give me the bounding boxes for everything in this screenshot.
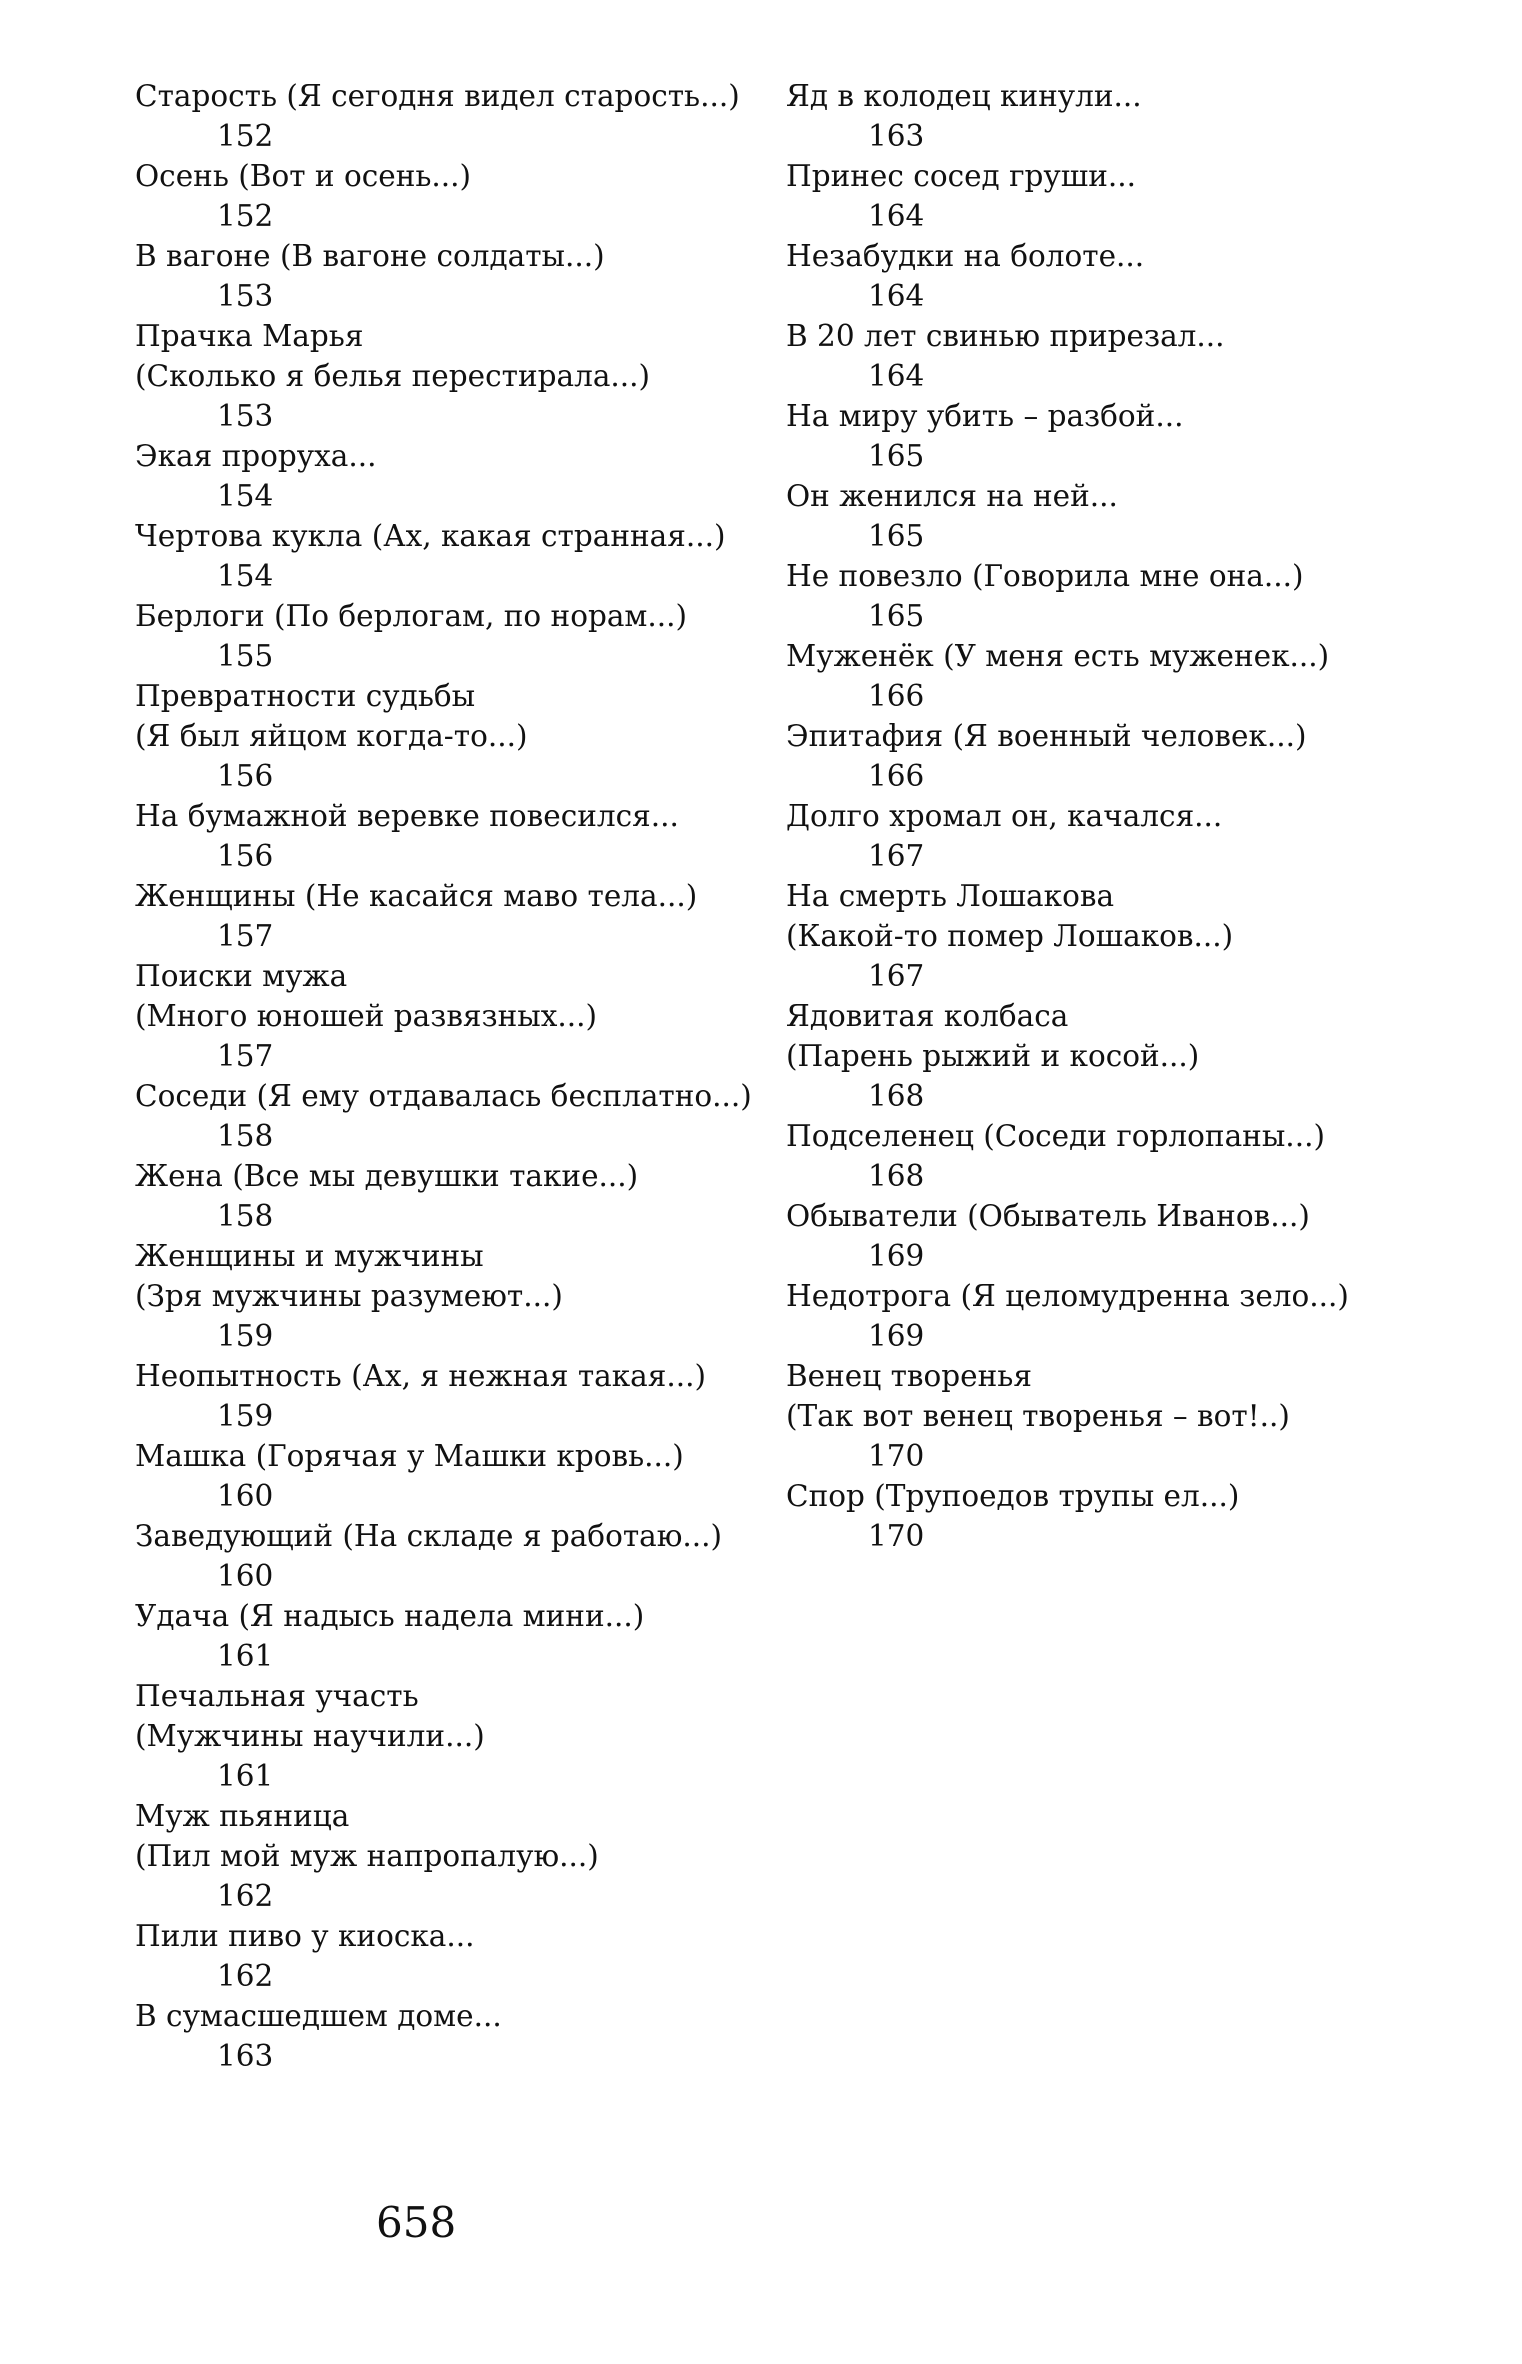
- toc-entry-title: Старость (Я сегодня видел старость...): [135, 79, 740, 113]
- toc-entry-title: Муж пьяница: [135, 1799, 350, 1833]
- toc-entry-page: 159: [217, 1399, 274, 1433]
- toc-entry: [135, 596, 775, 676]
- toc-entry: [786, 76, 1426, 156]
- toc-entry-title: Женщины (Не касайся маво тела...): [135, 879, 698, 913]
- toc-entry-page: 157: [217, 919, 274, 953]
- toc-entry-page: 154: [217, 479, 274, 513]
- toc-entry: [135, 1796, 775, 1916]
- toc-entry: [786, 1276, 1426, 1356]
- page-number: 658: [376, 2198, 457, 2247]
- toc-entry-page: 170: [868, 1439, 925, 1473]
- toc-entry: [786, 636, 1426, 716]
- toc-entry: [786, 1116, 1426, 1196]
- toc-entry: [135, 76, 775, 156]
- toc-entry-title: Машка (Горячая у Машки кровь...): [135, 1439, 684, 1473]
- toc-column-right: [786, 76, 1426, 1556]
- toc-entry: [786, 796, 1426, 876]
- toc-entry: [135, 1916, 775, 1996]
- toc-entry: [786, 476, 1426, 556]
- toc-entry-subtitle: (Зря мужчины разумеют...): [135, 1279, 563, 1313]
- toc-entry: [786, 1196, 1426, 1276]
- toc-entry-title: Экая проруха...: [135, 439, 377, 473]
- toc-entry: [135, 316, 775, 436]
- toc-entry-page: 154: [217, 559, 274, 593]
- toc-entry-page: 163: [868, 119, 925, 153]
- toc-entry-title: Прачка Марья: [135, 319, 364, 353]
- toc-entry-page: 167: [868, 959, 925, 993]
- toc-entry-title: Пили пиво у киоска...: [135, 1919, 475, 1953]
- toc-entry: [786, 716, 1426, 796]
- toc-entry-page: 155: [217, 639, 274, 673]
- toc-entry-subtitle: (Так вот венец творенья – вот!..): [786, 1399, 1290, 1433]
- toc-entry-page: 169: [868, 1239, 925, 1273]
- toc-entry: [135, 1356, 775, 1436]
- toc-entry-title: Берлоги (По берлогам, по норам...): [135, 599, 688, 633]
- toc-entry: [135, 1436, 775, 1516]
- toc-entry: [135, 1156, 775, 1236]
- toc-entry-title: Женщины и мужчины: [135, 1239, 484, 1273]
- toc-entry-title: Удача (Я надысь надела мини...): [135, 1599, 645, 1633]
- toc-entry-title: В вагоне (В вагоне солдаты...): [135, 239, 605, 273]
- toc-entry: [135, 236, 775, 316]
- toc-entry-page: 160: [217, 1479, 274, 1513]
- toc-entry-title: В сумасшедшем доме...: [135, 1999, 502, 2033]
- toc-entry-title: Принес сосед груши...: [786, 159, 1137, 193]
- toc-entry-title: В 20 лет свинью прирезал...: [786, 319, 1225, 353]
- toc-entry-title: Он женился на ней...: [786, 479, 1118, 513]
- toc-entry-page: 163: [217, 2039, 274, 2073]
- toc-entry: [135, 1596, 775, 1676]
- toc-entry-page: 162: [217, 1879, 274, 1913]
- toc-entry-title: Муженёк (У меня есть муженек...): [786, 639, 1330, 673]
- toc-entry: [135, 956, 775, 1076]
- toc-entry-title: На бумажной веревке повесился...: [135, 799, 679, 833]
- toc-entry-page: 168: [868, 1159, 925, 1193]
- toc-entry-title: Долго хромал он, качался...: [786, 799, 1223, 833]
- toc-entry-page: 164: [868, 359, 925, 393]
- toc-entry-subtitle: (Я был яйцом когда-то...): [135, 719, 528, 753]
- toc-entry-title: Соседи (Я ему отдавалась бесплатно...): [135, 1079, 752, 1113]
- toc-entry-subtitle: (Много юношей развязных...): [135, 999, 598, 1033]
- toc-entry-title: Превратности судьбы: [135, 679, 476, 713]
- toc-entry-page: 169: [868, 1319, 925, 1353]
- toc-entry-title: Яд в колодец кинули...: [786, 79, 1142, 113]
- toc-entry-page: 167: [868, 839, 925, 873]
- toc-entry-title: Чертова кукла (Ах, какая странная...): [135, 519, 726, 553]
- toc-entry-title: Недотрога (Я целомудренна зело...): [786, 1279, 1349, 1313]
- toc-entry-page: 159: [217, 1319, 274, 1353]
- toc-entry-page: 153: [217, 399, 274, 433]
- toc-entry-title: Ядовитая колбаса: [786, 999, 1069, 1033]
- toc-entry: [786, 236, 1426, 316]
- toc-entry-page: 165: [868, 599, 925, 633]
- toc-entry-subtitle: (Пил мой муж напропалую...): [135, 1839, 599, 1873]
- toc-entry-page: 157: [217, 1039, 274, 1073]
- toc-entry: [135, 436, 775, 516]
- toc-entry: [135, 1676, 775, 1796]
- toc-entry-page: 161: [217, 1759, 274, 1793]
- toc-entry: [786, 1476, 1426, 1556]
- toc-entry-page: 165: [868, 439, 925, 473]
- toc-entry: [786, 156, 1426, 236]
- toc-entry-title: Незабудки на болоте...: [786, 239, 1145, 273]
- toc-entry-subtitle: (Какой-то помер Лошаков...): [786, 919, 1234, 953]
- toc-entry-subtitle: (Мужчины научили...): [135, 1719, 485, 1753]
- toc-entry-subtitle: (Сколько я белья перестирала...): [135, 359, 651, 393]
- toc-entry-title: Не повезло (Говорила мне она...): [786, 559, 1304, 593]
- toc-entry-page: 160: [217, 1559, 274, 1593]
- toc-entry-page: 161: [217, 1639, 274, 1673]
- toc-entry-title: Печальная участь: [135, 1679, 419, 1713]
- toc-entry-subtitle: (Парень рыжий и косой...): [786, 1039, 1200, 1073]
- toc-entry-title: Подселенец (Соседи горлопаны...): [786, 1119, 1325, 1153]
- toc-entry-title: Поиски мужа: [135, 959, 348, 993]
- toc-entry-title: Эпитафия (Я военный человек...): [786, 719, 1307, 753]
- toc-entry-title: Жена (Все мы девушки такие...): [135, 1159, 639, 1193]
- toc-entry-page: 152: [217, 119, 274, 153]
- toc-entry-title: На смерть Лошакова: [786, 879, 1115, 913]
- toc-entry-page: 152: [217, 199, 274, 233]
- toc-entry-title: Осень (Вот и осень...): [135, 159, 472, 193]
- toc-entry-page: 162: [217, 1959, 274, 1993]
- toc-entry: [135, 1236, 775, 1356]
- toc-entry-page: 158: [217, 1119, 274, 1153]
- toc-entry-title: На миру убить – разбой...: [786, 399, 1184, 433]
- toc-entry-title: Спор (Трупоедов трупы ел...): [786, 1479, 1240, 1513]
- toc-entry: [786, 876, 1426, 996]
- toc-entry-page: 156: [217, 839, 274, 873]
- toc-column-left: [135, 76, 775, 2076]
- toc-entry-page: 168: [868, 1079, 925, 1113]
- toc-entry-page: 164: [868, 199, 925, 233]
- toc-entry: [786, 996, 1426, 1116]
- toc-entry: [786, 396, 1426, 476]
- toc-entry-title: Неопытность (Ах, я нежная такая...): [135, 1359, 707, 1393]
- toc-entry: [135, 796, 775, 876]
- toc-entry: [135, 156, 775, 236]
- toc-entry: [135, 1076, 775, 1156]
- toc-entry-title: Заведующий (На складе я работаю...): [135, 1519, 723, 1553]
- toc-entry-title: Венец творенья: [786, 1359, 1032, 1393]
- toc-entry: [786, 316, 1426, 396]
- toc-entry: [135, 676, 775, 796]
- toc-entry: [786, 556, 1426, 636]
- toc-entry: [786, 1356, 1426, 1476]
- toc-entry: [135, 516, 775, 596]
- toc-entry-page: 153: [217, 279, 274, 313]
- toc-entry-page: 166: [868, 679, 925, 713]
- toc-entry-page: 156: [217, 759, 274, 793]
- toc-entry-page: 170: [868, 1519, 925, 1553]
- toc-entry: [135, 876, 775, 956]
- toc-entry: [135, 1996, 775, 2076]
- toc-entry-page: 158: [217, 1199, 274, 1233]
- toc-entry-page: 164: [868, 279, 925, 313]
- toc-entry: [135, 1516, 775, 1596]
- toc-entry-page: 166: [868, 759, 925, 793]
- toc-entry-title: Обыватели (Обыватель Иванов...): [786, 1199, 1310, 1233]
- toc-entry-page: 165: [868, 519, 925, 553]
